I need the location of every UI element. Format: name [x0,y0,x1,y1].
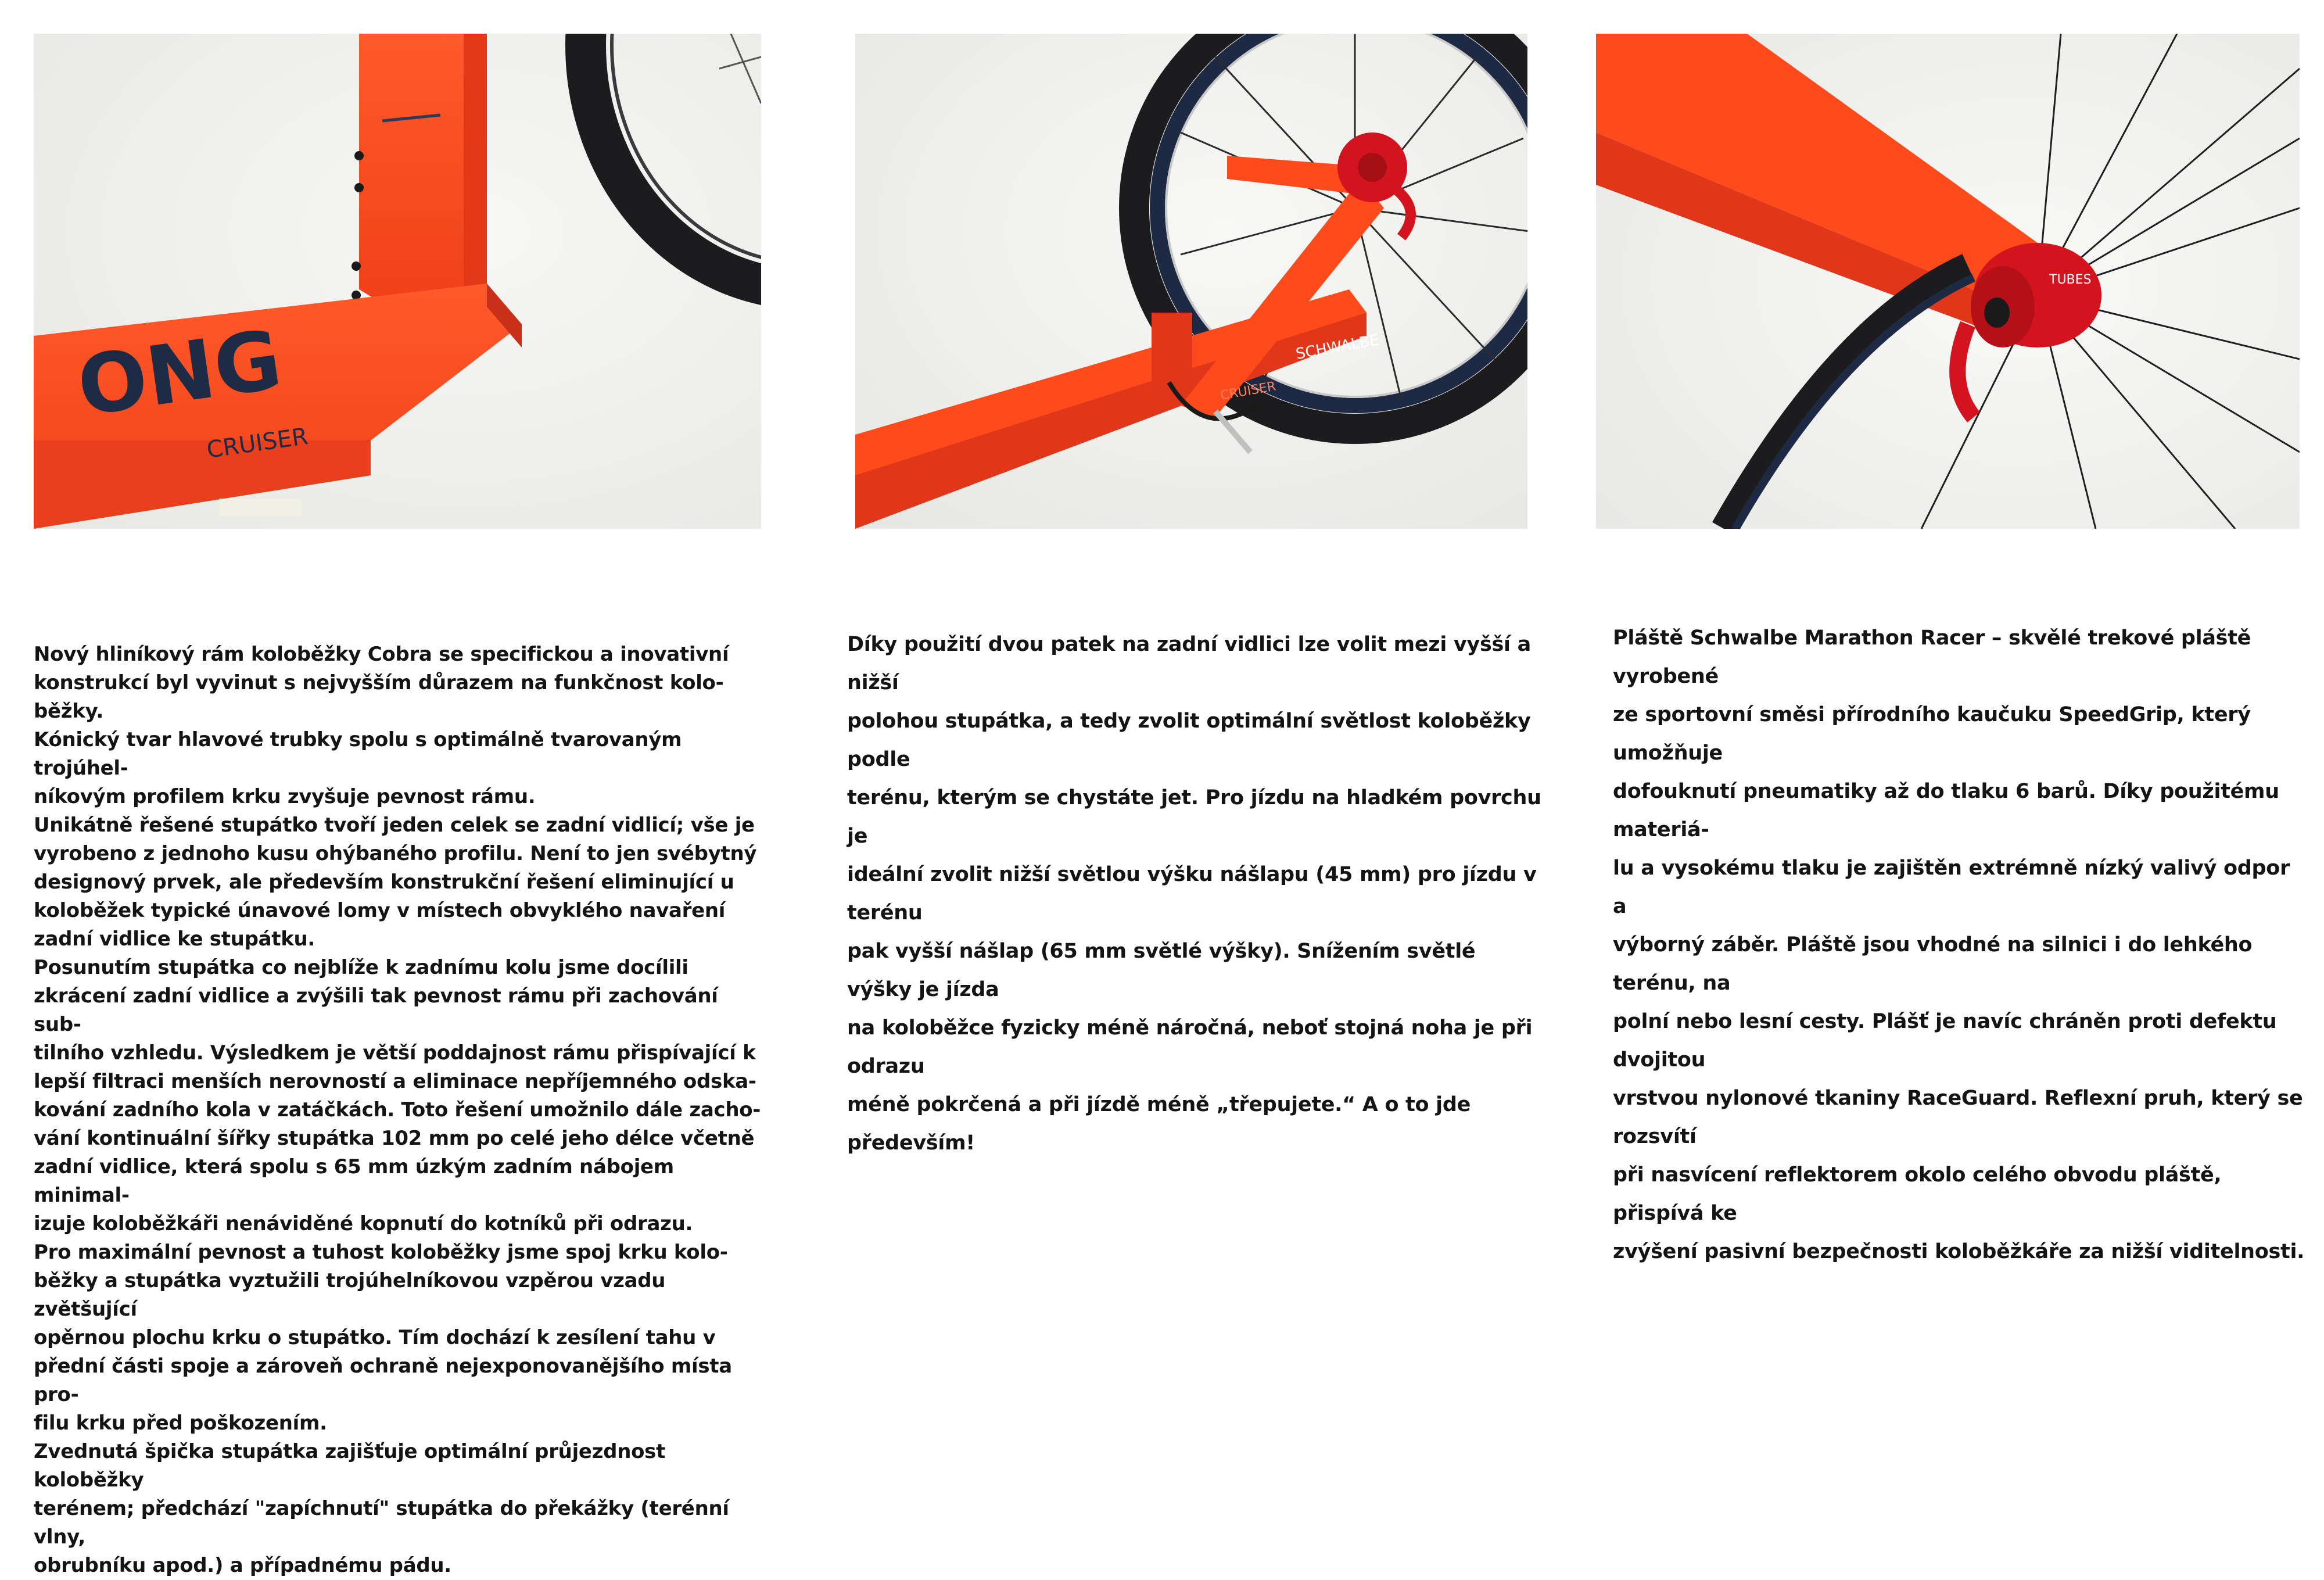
front-hub-photo [1596,34,2300,529]
hub-text: TUBES [2049,273,2092,287]
paragraph: Unikátně řešené stupátko tvoří jeden celek se zadní vidlicí; vše je vyrobeno z jednoho kusu ohýbaného profilu. Není to jen svébytný designový prvek, ale především konstrukční řešení eliminující u koloběžek typické únavové lomy v místech obvyklého navaření zadní vidlice ke stupátku. [34,814,757,951]
text-column-tires [1613,619,2310,1271]
text-column-footboard-height [847,625,1544,1162]
rear-fork-photo [855,34,1527,529]
decal-text: CRUISER [205,422,310,464]
logo-text: ONG [71,312,288,435]
paragraph: Pro maximální pevnost a tuhost koloběžky jsme spoj krku kolo- běžky a stupátka vyztužili trojúhelníkovou vzpěrou vzadu zvětšující opěrnou plochu krku o stupátko. Tím dochází k zesílení tahu v přední části spoje a zároveň ochraně nejexponovanějšího místa pro- filu krku před poškozením. [34,1241,732,1435]
scooter-rear-fork-brake-photo-icon [855,34,1527,529]
paragraph: Nový hliníkový rám koloběžky Cobra se specifickou a inovativní konstrukcí byl vyvinut s nejvyšším důrazem na funkčnost kolo- běžky. [34,643,729,723]
scooter-front-hub-photo-icon [1596,34,2300,529]
paragraph: Kónický tvar hlavové trubky spolu s optimálně tvarovaným trojúhel- níkovým profilem krku zvyšuje pevnost rámu. [34,728,682,808]
text-column-frame [34,640,761,1580]
footboard-photo [34,34,761,529]
paragraph: Posunutím stupátka co nejblíže k zadnímu kolu jsme docílili zkrácení zadní vidlice a zvýšili tak pevnost rámu při zachování sub- tilního vzhledu. Výsledkem je větší poddajnost rámu přispívající k lepší filtraci menších nerovností a eliminace nepříjemného odska- kování zadního kola v zatáčkách. Toto řešení umožnilo dále zacho- vání kontinuální šířky stupátka 102 mm po celé jeho délce včetně zadní vidlice, která spolu s 65 mm úzkým zadním nábojem minimal- izuje koloběžkáři nenáviděné kopnutí do kotníků při odrazu. [34,956,761,1235]
paragraph: Díky použití dvou patek na zadní vidlici lze volit mezi vyšší a nižší polohou stupátka, a tedy zvolit optimální světlost koloběžky podle terénu, kterým se chystáte jet. Pro jízdu na hladkém povrchu je ideální zvolit nižší světlou výšku nášlapu (45 mm) pro jízdu v terénu pak vyšší nášlap (65 mm světlé výšky). Snížením světlé výšky je jízda na koloběžce fyzicky méně náročná, neboť stojná noha je při odrazu méně pokrčená a při jízdě méně „třepujete.“ A o to jde především! [847,633,1541,1155]
decal-text: CRUISER [1219,379,1277,403]
scooter-footboard-photo-icon [34,34,761,529]
tire-text: SCHWALBE [1294,331,1381,363]
paragraph: Zvednutá špička stupátka zajišťuje optimální průjezdnost koloběžky terénem; předchází "zapíchnutí" stupátka do překážky (terénní vlny, obrubníku apod.) a případnému pádu. [34,1440,729,1577]
paragraph: Pláště Schwalbe Marathon Racer – skvělé trekové pláště vyrobené ze sportovní směsi přírodního kaučuku SpeedGrip, který umožňuje dofouknutí pneumatiky až do tlaku 6 barů. Díky použitému materiá- lu a vysokému tlaku je zajištěn extrémně nízký valivý odpor a výborný záběr. Pláště jsou vhodné na silnici i do lehkého terénu, na polní nebo lesní cesty. Plášť je navíc chráněn proti defektu dvojitou vrstvou nylonové tkaniny RaceGuard. Reflexní pruh, který se rozsvítí při nasvícení reflektorem okolo celého obvodu pláště, přispívá ke zvýšení pasivní bezpečnosti koloběžkáře za nižší viditelnosti. [1613,626,2305,1263]
